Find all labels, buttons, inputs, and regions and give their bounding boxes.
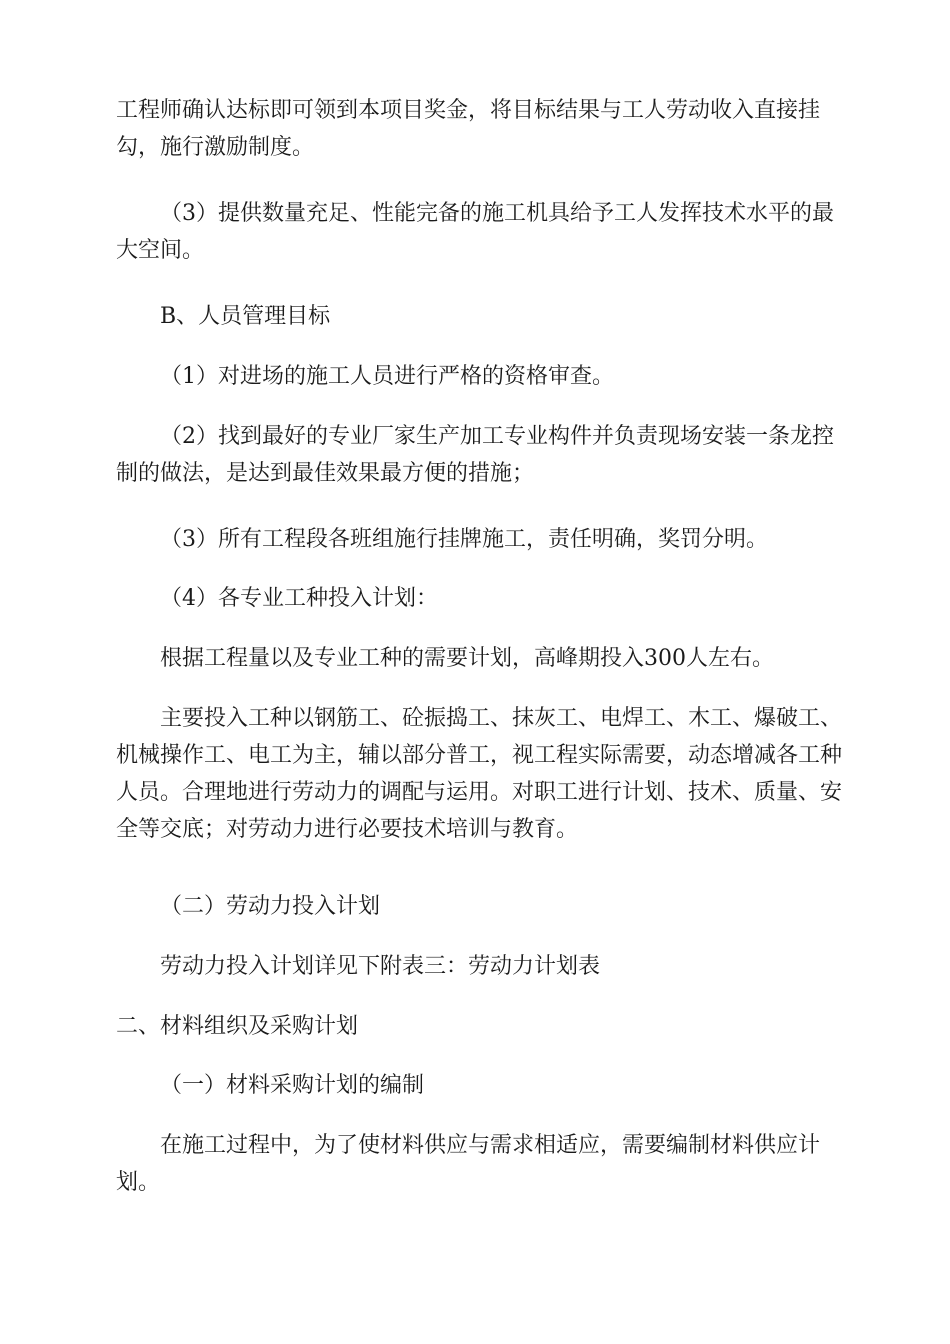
heading-labor-input-plan: （二）劳动力投入计划 (160, 894, 381, 919)
heading-material-plan-compilation: （一）材料采购计划的编制 (160, 1073, 425, 1098)
paragraph-material-supply-plan: 在施工过程中，为了使材料供应与需求相适应，需要编制材料供应计划。 (116, 1133, 821, 1195)
paragraph-item-2-manufacturer: （2）找到最好的专业厂家生产加工专业构件并负责现场安装一条龙控制的做法，是达到最佳效果最方便的措施； (116, 424, 834, 486)
paragraph-main-trades: 主要投入工种以钢筋工、砼振捣工、抹灰工、电焊工、木工、爆破工、机械操作工、电工为主，辅以部分普工，视工程实际需要，动态增减各工种人员。合理地进行劳动力的调配与运用。对职工进行计划、技术、质量、安全等交底；对劳动力进行必要技术培训与教育。 (116, 706, 843, 842)
paragraph-item-3-tools: （3）提供数量充足、性能完备的施工机具给予工人发挥技术水平的最大空间。 (116, 201, 834, 263)
heading-personnel-goals: B、人员管理目标 (160, 304, 331, 329)
paragraph-item-3-signage: （3）所有工程段各班组施行挂牌施工，责任明确，奖罚分明。 (160, 527, 768, 552)
paragraph-peak-workforce: 根据工程量以及专业工种的需要计划，高峰期投入300人左右。 (160, 646, 774, 671)
heading-material-procurement: 二、材料组织及采购计划 (116, 1014, 359, 1039)
paragraph-incentive-continued: 工程师确认达标即可领到本项目奖金，将目标结果与工人劳动收入直接挂勾，施行激励制度。 (116, 98, 821, 160)
paragraph-labor-plan-table-ref: 劳动力投入计划详见下附表三：劳动力计划表 (160, 954, 601, 979)
paragraph-item-1-qualification: （1）对进场的施工人员进行严格的资格审查。 (160, 364, 614, 389)
paragraph-item-4-plan: （4）各专业工种投入计划： (160, 586, 438, 611)
